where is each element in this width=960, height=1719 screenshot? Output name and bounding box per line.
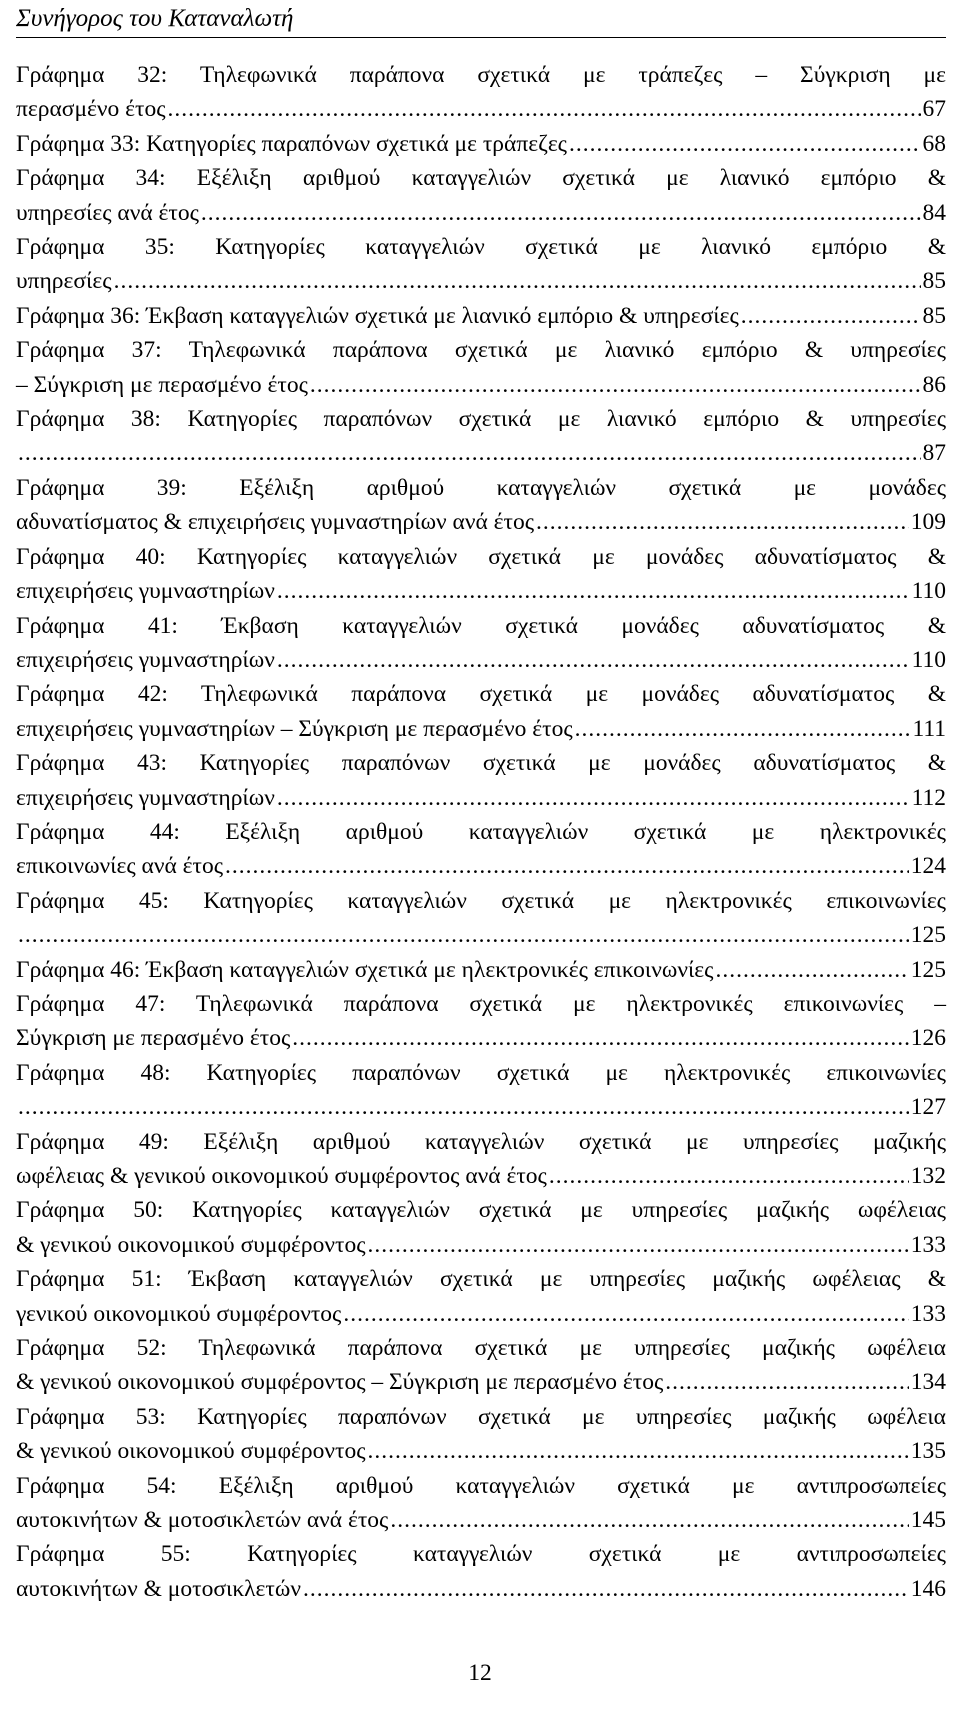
toc-entry-title-tail: ωφέλειας & γενικού οικονομικού συμφέροντος ανά έτος bbox=[16, 1163, 547, 1189]
toc-entry[interactable] bbox=[16, 333, 946, 402]
toc-entry-title-line: Γράφημα 43: Κατηγορίες παραπόνων σχετικά με μονάδες αδυνατίσματος & bbox=[16, 750, 946, 777]
dot-leader bbox=[715, 953, 908, 987]
dot-leader bbox=[18, 436, 921, 470]
toc-entry-page: 127 bbox=[910, 1094, 946, 1121]
toc-entry-title-tail: επιχειρήσεις γυμναστηρίων bbox=[16, 578, 275, 605]
toc-entry-title-line: Γράφημα 38: Κατηγορίες παραπόνων σχετικά με λιανικό εμπόριο & υπηρεσίες bbox=[16, 406, 946, 433]
toc-entry-title-tail: Γράφημα 36: Έκβαση καταγγελιών σχετικά με λιανικό εμπόριο & υπηρεσίες bbox=[16, 302, 739, 329]
toc-entry-page: 68 bbox=[922, 130, 946, 157]
toc-entry[interactable] bbox=[16, 1537, 946, 1606]
toc-entry-page: 109 bbox=[910, 509, 946, 536]
toc-entry[interactable] bbox=[16, 299, 946, 333]
toc-entry[interactable] bbox=[16, 161, 946, 230]
toc-entry-page: 85 bbox=[922, 268, 946, 295]
toc-entry-page: 135 bbox=[910, 1438, 946, 1465]
toc-entry-title-line: Γράφημα 49: Εξέλιξη αριθμού καταγγελιών σχετικά με υπηρεσίες μαζικής bbox=[16, 1128, 946, 1155]
toc-entry-title-tail: επιχειρήσεις γυμναστηρίων bbox=[16, 646, 275, 673]
toc-entry[interactable] bbox=[16, 987, 946, 1056]
toc-entry-title-line: Γράφημα 41: Έκβαση καταγγελιών σχετικά μονάδες αδυνατίσματος & bbox=[16, 612, 946, 639]
toc-entry-title-line: Γράφημα 54: Εξέλιξη αριθμού καταγγελιών σχετικά με αντιπροσωπείες bbox=[16, 1472, 946, 1499]
dot-leader bbox=[343, 1297, 908, 1331]
toc-entry[interactable] bbox=[16, 58, 946, 127]
toc-entry-page: 133 bbox=[910, 1300, 946, 1327]
toc-entry[interactable] bbox=[16, 402, 946, 471]
toc-entry-title-line: Γράφημα 50: Κατηγορίες καταγγελιών σχετικά με υπηρεσίες μαζικής ωφέλειας bbox=[16, 1197, 946, 1224]
toc-entry-page: 126 bbox=[910, 1025, 946, 1052]
dot-leader bbox=[303, 1572, 909, 1606]
toc-entry-title-tail: περασμένο έτος bbox=[16, 96, 166, 123]
toc-entry[interactable] bbox=[16, 1125, 946, 1194]
dot-leader bbox=[665, 1365, 908, 1399]
toc-entry-page: 112 bbox=[911, 784, 946, 811]
running-header: Συνήγορος του Καταναλωτή bbox=[16, 2, 946, 38]
dot-leader bbox=[277, 781, 910, 815]
toc-entry-title-tail: υπηρεσίες bbox=[16, 268, 112, 295]
toc-entry-title-tail: Γράφημα 46: Έκβαση καταγγελιών σχετικά με ηλεκτρονικές επικοινωνίες bbox=[16, 956, 714, 983]
toc-entry-page: 87 bbox=[922, 440, 946, 467]
toc-entry-title-tail: – Σύγκριση με περασμένο έτος bbox=[16, 371, 308, 398]
toc-entry-page: 84 bbox=[922, 199, 946, 226]
toc-entry[interactable] bbox=[16, 746, 946, 815]
toc-entry-title-line: Γράφημα 51: Έκβαση καταγγελιών σχετικά με υπηρεσίες μαζικής ωφέλειας & bbox=[16, 1266, 946, 1293]
dot-leader bbox=[536, 505, 909, 539]
dot-leader bbox=[277, 643, 910, 677]
toc-entry-title-tail: αυτοκινήτων & μοτοσικλετών bbox=[16, 1575, 301, 1602]
toc-entry-title-tail: υπηρεσίες ανά έτος bbox=[16, 199, 199, 226]
toc-entry-title-line: Γράφημα 45: Κατηγορίες καταγγελιών σχετικά με ηλεκτρονικές επικοινωνίες bbox=[16, 887, 946, 914]
toc-entry-title-line: Γράφημα 48: Κατηγορίες παραπόνων σχετικά με ηλεκτρονικές επικοινωνίες bbox=[16, 1059, 946, 1086]
toc-entry-page: 110 bbox=[911, 578, 946, 605]
toc-entry-page: 134 bbox=[910, 1369, 946, 1396]
dot-leader bbox=[575, 712, 911, 746]
toc-entry[interactable] bbox=[16, 953, 946, 987]
dot-leader bbox=[549, 1159, 909, 1193]
toc-entry[interactable] bbox=[16, 815, 946, 884]
toc-entry-page: 110 bbox=[911, 646, 946, 673]
dot-leader bbox=[310, 368, 921, 402]
toc-entry-page: 146 bbox=[910, 1575, 946, 1602]
toc-entry[interactable] bbox=[16, 1400, 946, 1469]
toc-entry-title-tail: επικοινωνίες ανά έτος bbox=[16, 853, 224, 880]
toc-entry[interactable] bbox=[16, 230, 946, 299]
toc-entry[interactable] bbox=[16, 1056, 946, 1125]
toc-entry-title-line: Γράφημα 55: Κατηγορίες καταγγελιών σχετικά με αντιπροσωπείες bbox=[16, 1541, 946, 1568]
toc-entry[interactable] bbox=[16, 471, 946, 540]
dot-leader bbox=[201, 196, 921, 230]
dot-leader bbox=[741, 299, 921, 333]
toc-entry-title-line: Γράφημα 34: Εξέλιξη αριθμού καταγγελιών σχετικά με λιανικό εμπόριο & bbox=[16, 165, 946, 192]
toc-entry-title-line: Γράφημα 32: Τηλεφωνικά παράπονα σχετικά με τράπεζες – Σύγκριση με bbox=[16, 62, 946, 88]
dot-leader bbox=[18, 918, 909, 952]
table-of-figures bbox=[16, 58, 946, 1606]
toc-entry-title-tail: Γράφημα 33: Κατηγορίες παραπόνων σχετικά με τράπεζες bbox=[16, 130, 567, 157]
toc-entry-title-line: Γράφημα 39: Εξέλιξη αριθμού καταγγελιών σχετικά με μονάδες bbox=[16, 474, 946, 501]
toc-entry-title-tail: αδυνατίσματος & επιχειρήσεις γυμναστηρίων ανά έτος bbox=[16, 509, 535, 536]
toc-entry[interactable] bbox=[16, 609, 946, 678]
toc-entry-title-line: Γράφημα 42: Τηλεφωνικά παράπονα σχετικά με μονάδες αδυνατίσματος & bbox=[16, 681, 946, 708]
toc-entry-title-tail: αυτοκινήτων & μοτοσικλετών ανά έτος bbox=[16, 1507, 389, 1534]
toc-entry[interactable] bbox=[16, 1469, 946, 1538]
toc-entry[interactable] bbox=[16, 127, 946, 161]
dot-leader bbox=[368, 1228, 909, 1262]
toc-entry-page: 125 bbox=[910, 922, 946, 949]
toc-entry-title-line: Γράφημα 35: Κατηγορίες καταγγελιών σχετικά με λιανικό εμπόριο & bbox=[16, 234, 946, 261]
toc-entry-title-tail: γενικού οικονομικού συμφέροντος bbox=[16, 1300, 342, 1327]
dot-leader bbox=[390, 1503, 908, 1537]
dot-leader bbox=[114, 264, 921, 298]
dot-leader bbox=[168, 92, 921, 126]
dot-leader bbox=[18, 1090, 909, 1124]
dot-leader bbox=[277, 574, 910, 608]
toc-entry[interactable] bbox=[16, 1262, 946, 1331]
page-number: 12 bbox=[468, 1660, 492, 1686]
dot-leader bbox=[292, 1021, 908, 1055]
toc-entry-page: 132 bbox=[910, 1163, 946, 1189]
toc-entry-page: 145 bbox=[910, 1507, 946, 1534]
dot-leader bbox=[368, 1434, 909, 1468]
toc-entry[interactable] bbox=[16, 1331, 946, 1400]
toc-entry-page: 86 bbox=[922, 371, 946, 398]
toc-entry[interactable] bbox=[16, 677, 946, 746]
toc-entry-title-tail: & γενικού οικονομικού συμφέροντος bbox=[16, 1438, 366, 1465]
toc-entry[interactable] bbox=[16, 540, 946, 609]
toc-entry-page: 133 bbox=[910, 1231, 946, 1258]
toc-entry-page: 85 bbox=[922, 302, 946, 329]
toc-entry[interactable] bbox=[16, 884, 946, 953]
toc-entry-title-tail: επιχειρήσεις γυμναστηρίων – Σύγκριση με περασμένο έτος bbox=[16, 715, 573, 742]
toc-entry-page: 111 bbox=[912, 715, 946, 742]
toc-entry-page: 125 bbox=[910, 956, 946, 983]
dot-leader bbox=[225, 849, 909, 883]
toc-entry-title-tail: & γενικού οικονομικού συμφέροντος bbox=[16, 1231, 366, 1258]
toc-entry-title-tail: επιχειρήσεις γυμναστηρίων bbox=[16, 784, 275, 811]
toc-entry[interactable] bbox=[16, 1193, 946, 1262]
toc-entry-title-tail: Σύγκριση με περασμένο έτος bbox=[16, 1025, 291, 1052]
toc-entry-title-line: Γράφημα 47: Τηλεφωνικά παράπονα σχετικά με ηλεκτρονικές επικοινωνίες – bbox=[16, 990, 946, 1017]
toc-entry-title-line: Γράφημα 52: Τηλεφωνικά παράπονα σχετικά με υπηρεσίες μαζικής ωφέλεια bbox=[16, 1335, 946, 1362]
toc-entry-title-line: Γράφημα 40: Κατηγορίες καταγγελιών σχετικά με μονάδες αδυνατίσματος & bbox=[16, 543, 946, 570]
toc-entry-title-line: Γράφημα 44: Εξέλιξη αριθμού καταγγελιών σχετικά με ηλεκτρονικές bbox=[16, 818, 946, 845]
toc-entry-title-line: Γράφημα 37: Τηλεφωνικά παράπονα σχετικά με λιανικό εμπόριο & υπηρεσίες bbox=[16, 337, 946, 364]
toc-entry-page: 124 bbox=[910, 853, 946, 880]
toc-entry-title-line: Γράφημα 53: Κατηγορίες παραπόνων σχετικά με υπηρεσίες μαζικής ωφέλεια bbox=[16, 1403, 946, 1430]
dot-leader bbox=[569, 127, 921, 161]
toc-entry-title-tail: & γενικού οικονομικού συμφέροντος – Σύγκριση με περασμένο έτος bbox=[16, 1369, 664, 1396]
toc-entry-page: 67 bbox=[922, 96, 946, 123]
